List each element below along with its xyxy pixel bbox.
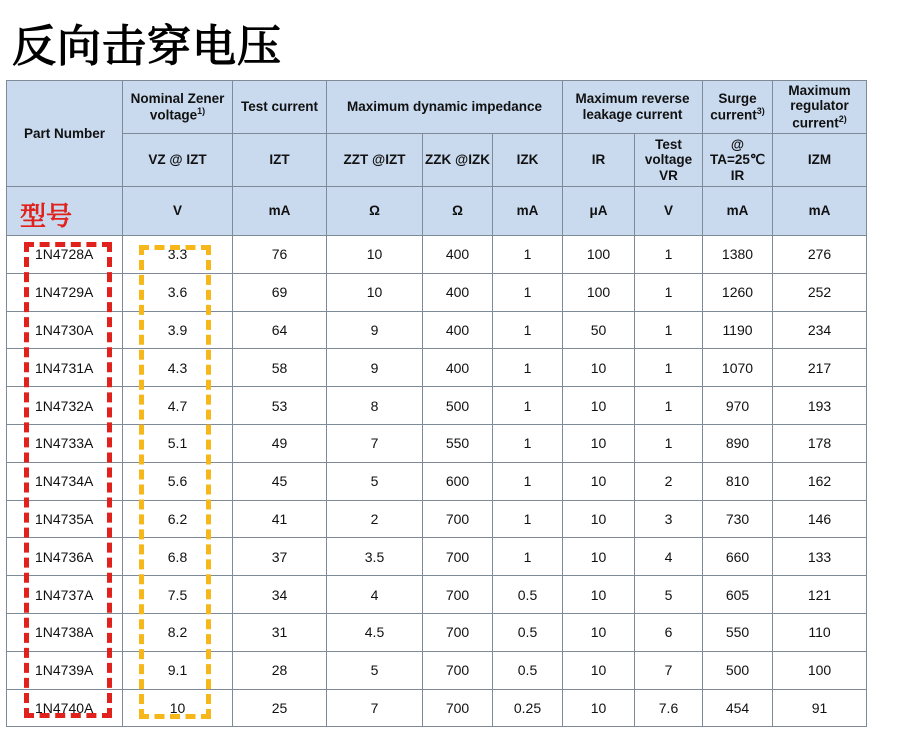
table-cell: 25 (233, 689, 327, 727)
header-nominal-zener: Nominal Zener voltage$^{1)}$ (123, 81, 233, 134)
table-cell: 146 (773, 500, 867, 538)
table-cell: 1190 (703, 311, 773, 349)
table-cell: 10 (563, 424, 635, 462)
table-cell: 1 (493, 236, 563, 274)
table-cell: 2 (327, 500, 423, 538)
unit-cell: V (123, 187, 233, 236)
table-cell: 1380 (703, 236, 773, 274)
table-cell: 550 (423, 424, 493, 462)
table-cell: 400 (423, 236, 493, 274)
table-cell: 500 (423, 387, 493, 425)
zener-spec-table (6, 80, 867, 727)
header-max-reverse-leakage: Maximum reverse leakage current (563, 81, 703, 134)
unit-cell: V (635, 187, 703, 236)
table-cell: 1 (493, 311, 563, 349)
sym-ir: IR (563, 134, 635, 187)
table-cell: 660 (703, 538, 773, 576)
table-row (7, 651, 867, 689)
unit-cell: mA (233, 187, 327, 236)
header-max-dynamic-impedance: Maximum dynamic impedance (327, 81, 563, 134)
table-cell: 49 (233, 424, 327, 462)
table-cell: 0.25 (493, 689, 563, 727)
table-row (7, 500, 867, 538)
table-row (7, 311, 867, 349)
table-cell: 41 (233, 500, 327, 538)
header-test-current: Test current (233, 81, 327, 134)
table-cell: 700 (423, 500, 493, 538)
table-row (7, 236, 867, 274)
unit-cell: Ω (423, 187, 493, 236)
unit-cell: mA (493, 187, 563, 236)
table-cell: 217 (773, 349, 867, 387)
part-number-cell: 1N4739A (7, 651, 123, 689)
table-cell: 7 (327, 424, 423, 462)
unit-cell: mA (703, 187, 773, 236)
unit-cell: μA (563, 187, 635, 236)
table-cell: 4.7 (123, 387, 233, 425)
sym-zzt: ZZT @IZT (327, 134, 423, 187)
table-cell: 5 (635, 576, 703, 614)
sym-izk: IZK (493, 134, 563, 187)
part-number-cell: 1N4729A (7, 273, 123, 311)
table-cell: 454 (703, 689, 773, 727)
table-cell: 500 (703, 651, 773, 689)
table-cell: 550 (703, 613, 773, 651)
table-cell: 10 (327, 236, 423, 274)
table-cell: 76 (233, 236, 327, 274)
table-cell: 400 (423, 311, 493, 349)
table-cell: 3.3 (123, 236, 233, 274)
table-cell: 1 (493, 424, 563, 462)
table-cell: 1 (493, 273, 563, 311)
part-number-cell: 1N4730A (7, 311, 123, 349)
table-cell: 810 (703, 462, 773, 500)
header-max-regulator-current: Maximum regulator current$^{2)}$ (773, 81, 867, 134)
part-number-cell: 1N4731A (7, 349, 123, 387)
table-cell: 5 (327, 462, 423, 500)
table-cell: 64 (233, 311, 327, 349)
table-row (7, 576, 867, 614)
table-cell: 7.6 (635, 689, 703, 727)
table-cell: 6 (635, 613, 703, 651)
table-cell: 178 (773, 424, 867, 462)
sym-test-voltage: Test voltage VR (635, 134, 703, 187)
table-row (7, 349, 867, 387)
sym-surge-cond: @ TA=25℃ IR (703, 134, 773, 187)
table-cell: 700 (423, 613, 493, 651)
header-surge-current: Surge current$^{3)}$ (703, 81, 773, 134)
part-number-annotation-label: 型号 (20, 202, 73, 232)
table-cell: 9 (327, 349, 423, 387)
table-cell: 234 (773, 311, 867, 349)
table-cell: 10 (563, 576, 635, 614)
table-cell: 400 (423, 349, 493, 387)
table-cell: 6.8 (123, 538, 233, 576)
table-cell: 8.2 (123, 613, 233, 651)
part-number-cell: 1N4738A (7, 613, 123, 651)
table-cell: 1 (493, 462, 563, 500)
table-cell: 5.1 (123, 424, 233, 462)
table-cell: 276 (773, 236, 867, 274)
table-cell: 1 (493, 387, 563, 425)
table-cell: 162 (773, 462, 867, 500)
table-cell: 3.9 (123, 311, 233, 349)
table-cell: 1 (635, 387, 703, 425)
table-cell: 970 (703, 387, 773, 425)
table-cell: 0.5 (493, 613, 563, 651)
table-cell: 10 (563, 462, 635, 500)
table-row (7, 462, 867, 500)
table-cell: 193 (773, 387, 867, 425)
table-cell: 0.5 (493, 576, 563, 614)
table-row (7, 273, 867, 311)
table-row (7, 424, 867, 462)
table-cell: 100 (773, 651, 867, 689)
page-title: 反向击穿电压 (12, 21, 282, 72)
part-number-cell: 1N4740A (7, 689, 123, 727)
part-number-cell: 1N4737A (7, 576, 123, 614)
sym-zzk: ZZK @IZK (423, 134, 493, 187)
table-cell: 1 (635, 311, 703, 349)
table-cell: 3.5 (327, 538, 423, 576)
sym-izm: IZM (773, 134, 867, 187)
table-cell: 10 (563, 651, 635, 689)
table-cell: 700 (423, 651, 493, 689)
table-cell: 1 (493, 500, 563, 538)
table-cell: 700 (423, 538, 493, 576)
part-number-cell: 1N4735A (7, 500, 123, 538)
table-cell: 10 (327, 273, 423, 311)
table-cell: 8 (327, 387, 423, 425)
table-cell: 121 (773, 576, 867, 614)
table-cell: 9.1 (123, 651, 233, 689)
table-cell: 69 (233, 273, 327, 311)
table-row (7, 689, 867, 727)
table-cell: 100 (563, 273, 635, 311)
table-cell: 10 (563, 613, 635, 651)
table-cell: 1 (635, 424, 703, 462)
table-cell: 252 (773, 273, 867, 311)
sym-vz: VZ @ IZT (123, 134, 233, 187)
table-cell: 5.6 (123, 462, 233, 500)
part-number-cell: 1N4734A (7, 462, 123, 500)
table-cell: 1 (493, 349, 563, 387)
table-cell: 1260 (703, 273, 773, 311)
part-number-cell: 1N4736A (7, 538, 123, 576)
table-cell: 700 (423, 576, 493, 614)
table-cell: 1 (635, 349, 703, 387)
table-cell: 91 (773, 689, 867, 727)
table-cell: 7 (635, 651, 703, 689)
voltage-highlight-box (139, 245, 211, 719)
table-cell: 10 (563, 538, 635, 576)
header-part-number: Part Number (7, 81, 123, 187)
table-cell: 45 (233, 462, 327, 500)
table-cell: 9 (327, 311, 423, 349)
part-number-highlight-box (24, 242, 112, 718)
table-cell: 1 (493, 538, 563, 576)
table-cell: 2 (635, 462, 703, 500)
table-cell: 700 (423, 689, 493, 727)
table-cell: 10 (123, 689, 233, 727)
table-row (7, 538, 867, 576)
table-row (7, 613, 867, 651)
table-cell: 3 (635, 500, 703, 538)
table-row (7, 387, 867, 425)
table-cell: 110 (773, 613, 867, 651)
table-cell: 10 (563, 689, 635, 727)
table-body (7, 236, 867, 727)
table-cell: 4 (635, 538, 703, 576)
table-cell: 10 (563, 500, 635, 538)
sym-izt: IZT (233, 134, 327, 187)
table-cell: 53 (233, 387, 327, 425)
table-cell: 7 (327, 689, 423, 727)
table-cell: 31 (233, 613, 327, 651)
table-cell: 0.5 (493, 651, 563, 689)
part-number-cell: 1N4732A (7, 387, 123, 425)
table-cell: 6.2 (123, 500, 233, 538)
table-cell: 7.5 (123, 576, 233, 614)
table-cell: 5 (327, 651, 423, 689)
table-cell: 4.3 (123, 349, 233, 387)
table-cell: 730 (703, 500, 773, 538)
table-cell: 1070 (703, 349, 773, 387)
table-cell: 58 (233, 349, 327, 387)
table-cell: 600 (423, 462, 493, 500)
part-number-cell: 1N4728A (7, 236, 123, 274)
unit-cell: mA (773, 187, 867, 236)
unit-cell: Ω (327, 187, 423, 236)
table-cell: 4.5 (327, 613, 423, 651)
table-cell: 50 (563, 311, 635, 349)
table-cell: 1 (635, 236, 703, 274)
table-cell: 4 (327, 576, 423, 614)
table-cell: 10 (563, 387, 635, 425)
table-cell: 890 (703, 424, 773, 462)
table-cell: 100 (563, 236, 635, 274)
table-cell: 605 (703, 576, 773, 614)
part-number-cell: 1N4733A (7, 424, 123, 462)
table-cell: 34 (233, 576, 327, 614)
table-cell: 10 (563, 349, 635, 387)
table-cell: 28 (233, 651, 327, 689)
table-cell: 133 (773, 538, 867, 576)
table-cell: 37 (233, 538, 327, 576)
table-cell: 400 (423, 273, 493, 311)
table-cell: 1 (635, 273, 703, 311)
table-cell: 3.6 (123, 273, 233, 311)
